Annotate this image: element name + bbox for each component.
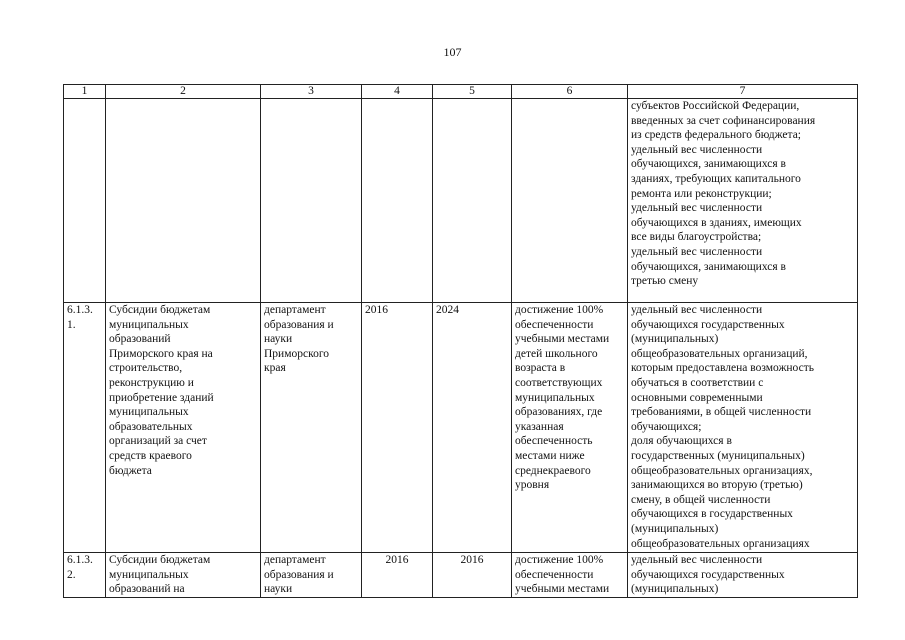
item-result: достижение 100% обеспеченности учебными местами детей школьного возраста в соответствующих муниципальных образованиях, где указанная обеспеченность местами ниже среднекраевого уровня — [512, 303, 628, 553]
column-header-5: 5 — [433, 85, 512, 99]
item-number: 6.1.3. 1. — [64, 303, 106, 553]
column-header-1: 1 — [64, 85, 106, 99]
item-end-year: 2024 — [433, 303, 512, 553]
cell-empty — [106, 99, 261, 303]
item-name: Субсидии бюджетам муниципальных образований на — [106, 553, 261, 598]
column-header-3: 3 — [261, 85, 362, 99]
item-name: Субсидии бюджетам муниципальных образований Приморского края на строительство, реконструкцию и приобретение зданий муниципальных образовательных организаций за счет средств краевого бюджета — [106, 303, 261, 553]
item-number: 6.1.3. 2. — [64, 553, 106, 598]
item-executor: департамент образования и науки — [261, 553, 362, 598]
table-row — [64, 303, 858, 553]
cell-empty — [64, 99, 106, 303]
indicators-cell: субъектов Российской Федерации, введенных за счет софинансирования из средств федерального бюджета; удельный вес численности обучающихся, занимающихся в зданиях, требующих капитального ремонта или реконструкции; удельный вес численности обучающихся в зданиях, имеющих все виды благоустройства; удельный вес численности обучающихся, занимающихся в третью смену — [628, 99, 858, 303]
item-executor: департамент образования и науки Приморского края — [261, 303, 362, 553]
item-start-year: 2016 — [362, 303, 433, 553]
page-number: 107 — [443, 45, 462, 59]
column-header-2: 2 — [106, 85, 261, 99]
column-header-6: 6 — [512, 85, 628, 99]
header-row — [64, 85, 858, 99]
item-indicators: удельный вес численности обучающихся государственных (муниципальных) — [628, 553, 858, 598]
item-start-year: 2016 — [362, 553, 433, 598]
cell-empty — [512, 99, 628, 303]
table-row — [64, 553, 858, 598]
item-end-year: 2016 — [433, 553, 512, 598]
column-header-4: 4 — [362, 85, 433, 99]
cell-empty — [362, 99, 433, 303]
continuation-row — [64, 99, 858, 303]
cell-empty — [433, 99, 512, 303]
program-table — [63, 84, 858, 598]
item-indicators: удельный вес численности обучающихся государственных (муниципальных) общеобразовательных организаций, которым предоставлена возможность обучаться в соответствии с основными современными требованиями, в общей численности обучающихся; доля обучающихся в государственных (муниципальных) общеобразовательных организациях, занимающихся во вторую (третью) смену, в общей численности обучающихся в государственных (муниципальных) общеобразовательных организациях — [628, 303, 858, 553]
item-result: достижение 100% обеспеченности учебными местами — [512, 553, 628, 598]
cell-empty — [261, 99, 362, 303]
column-header-7: 7 — [628, 85, 858, 99]
